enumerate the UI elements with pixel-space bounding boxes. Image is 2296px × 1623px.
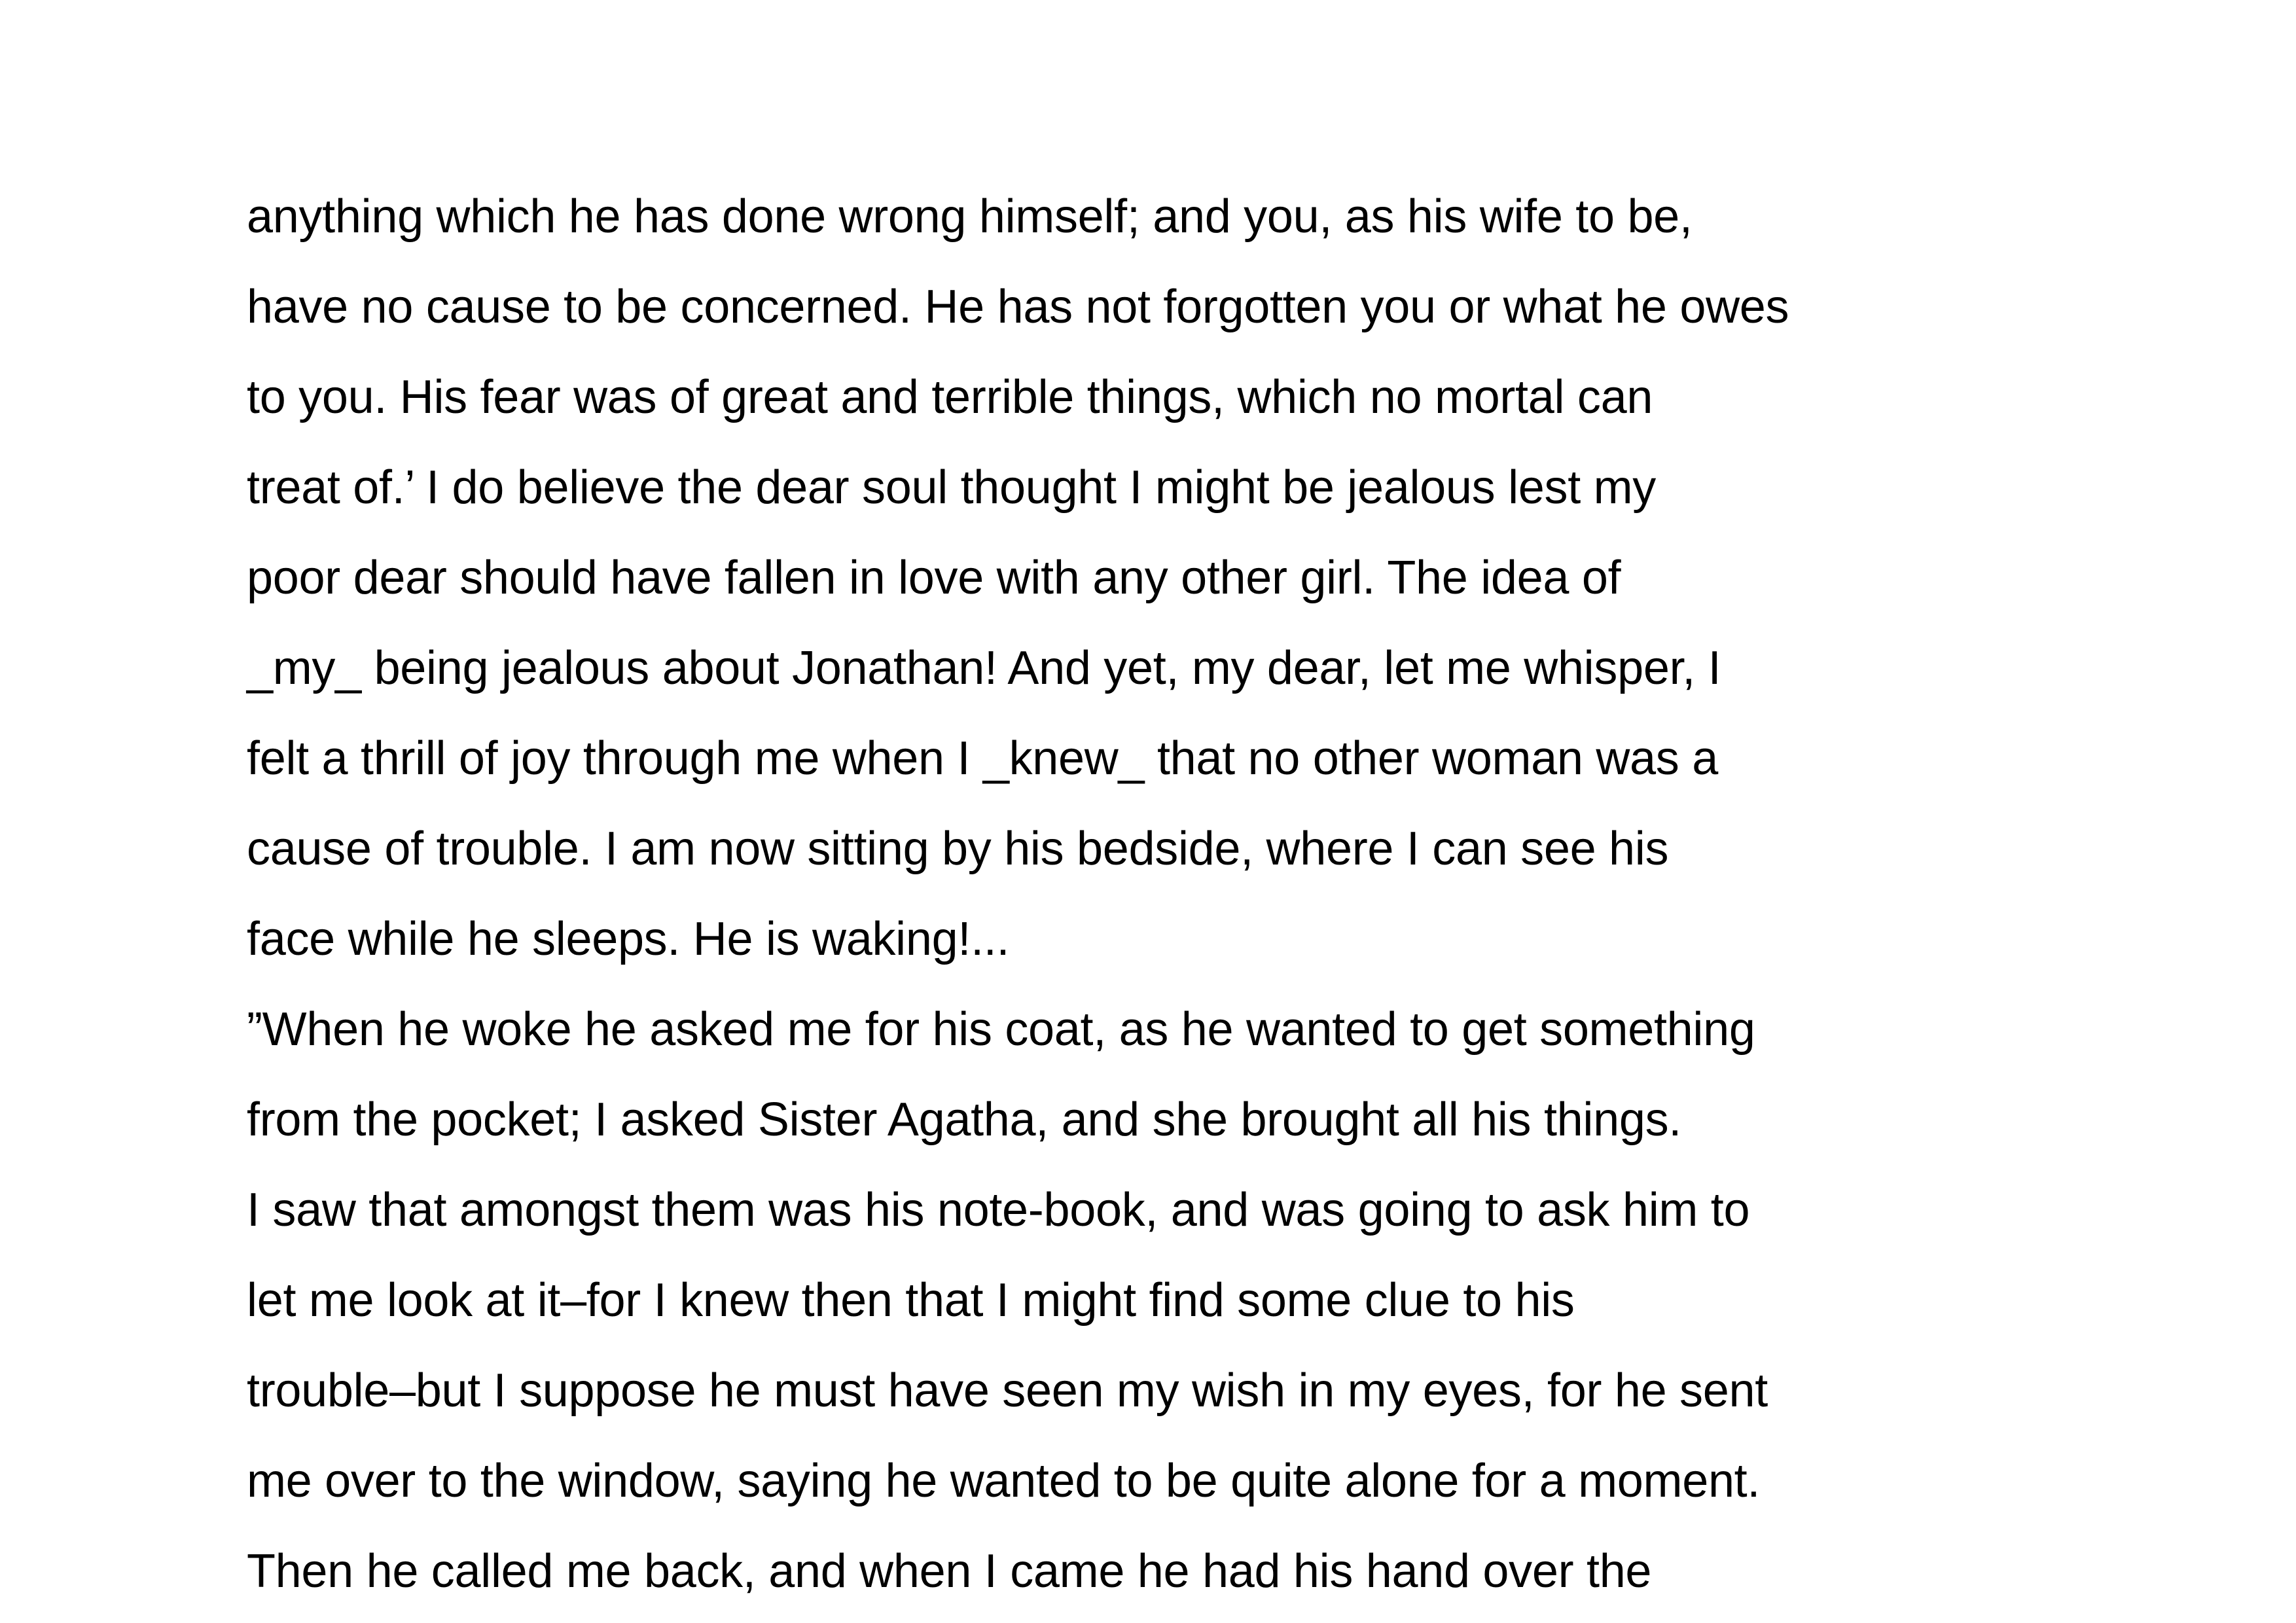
text-line: cause of trouble. I am now sitting by his bedside, where I can see his — [247, 823, 1669, 875]
text-line: anything which he has done wrong himself; and you, as his wife to be, — [247, 190, 1693, 243]
text-line: have no cause to be concerned. He has not forgotten you or what he owes — [247, 281, 1789, 333]
text-line: I saw that amongst them was his note-book, and was going to ask him to — [247, 1184, 1750, 1236]
text-line: to you. His fear was of great and terrible things, which no mortal can — [247, 371, 1653, 423]
text-line: face while he sleeps. He is waking!... — [247, 913, 1010, 965]
text-line: poor dear should have fallen in love with any other girl. The idea of — [247, 552, 1621, 604]
text-line: ”When he woke he asked me for his coat, as he wanted to get something — [247, 1003, 1755, 1056]
text-line: treat of.’ I do believe the dear soul thought I might be jealous lest my — [247, 461, 1656, 514]
text-line: let me look at it–for I knew then that I might find some clue to his — [247, 1274, 1575, 1327]
text-line: felt a thrill of joy through me when I _knew_ that no other woman was a — [247, 732, 1718, 785]
text-line: from the pocket; I asked Sister Agatha, and she brought all his things. — [247, 1094, 1681, 1146]
text-line: trouble–but I suppose he must have seen my wish in my eyes, for he sent — [247, 1364, 1768, 1417]
body-text — [247, 171, 2145, 1616]
text-line: _my_ being jealous about Jonathan! And yet, my dear, let me whisper, I — [247, 642, 1721, 694]
text-line: me over to the window, saying he wanted to be quite alone for a moment. — [247, 1455, 1761, 1507]
text-line: Then he called me back, and when I came he had his hand over the — [247, 1545, 1652, 1597]
